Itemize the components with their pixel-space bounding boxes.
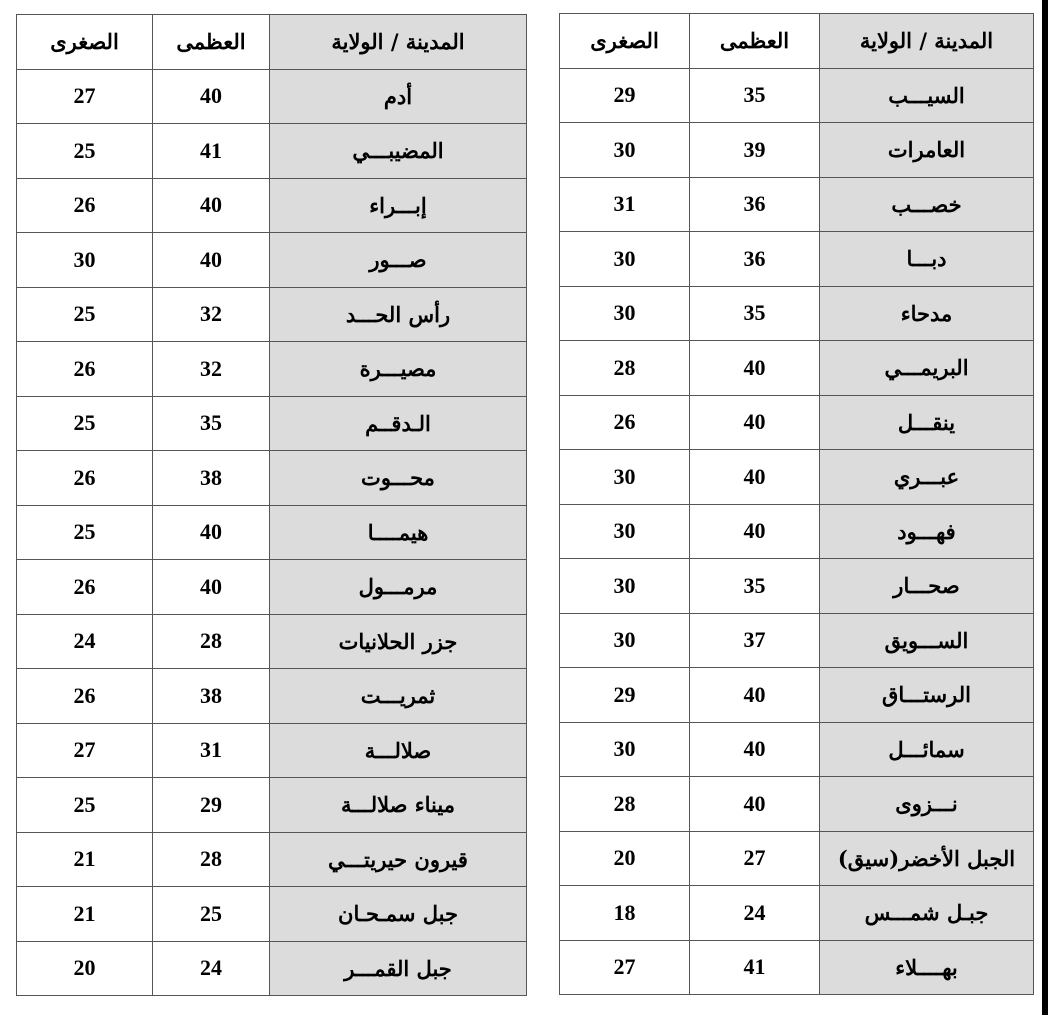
city-cell: بهــــلاء [820,940,1034,995]
table-left-header-row [17,15,527,70]
city-cell: ميناء صلالـــة [270,778,527,833]
max-temp-cell: 40 [690,777,820,832]
max-temp-cell: 35 [690,559,820,614]
city-cell: صحـــار [820,559,1034,614]
max-temp-cell: 40 [690,504,820,559]
city-cell: صلالـــة [270,723,527,778]
max-temp-cell: 27 [690,831,820,886]
max-temp-cell: 40 [153,233,270,288]
table-row [17,887,527,942]
min-temp-cell: 26 [17,178,153,233]
city-cell: دبـــا [820,232,1034,287]
temperature-table-right [559,13,1034,995]
min-temp-cell: 27 [17,723,153,778]
min-temp-cell: 21 [17,832,153,887]
max-temp-cell: 40 [153,178,270,233]
min-temp-cell: 25 [17,124,153,179]
min-temp-cell: 25 [17,287,153,342]
city-cell: المضيبـــي [270,124,527,179]
city-cell: جبل القمـــر [270,941,527,996]
max-temp-cell: 38 [153,451,270,506]
city-cell: قيرون حيريتـــي [270,832,527,887]
min-temp-cell: 28 [560,777,690,832]
city-cell: صـــور [270,233,527,288]
right-edge-bar [1042,0,1048,1015]
table-row [17,287,527,342]
max-temp-cell: 40 [690,395,820,450]
min-temp-cell: 25 [17,396,153,451]
city-cell: مصيـــرة [270,342,527,397]
city-cell: الجبل الأخضر(سيق) [820,831,1034,886]
city-cell: البريمـــي [820,341,1034,396]
table-row [17,669,527,724]
city-cell: ثمريـــت [270,669,527,724]
table-row [560,940,1034,995]
table-row [560,286,1034,341]
table-row [560,504,1034,559]
table-row [560,123,1034,178]
max-temp-cell: 31 [153,723,270,778]
city-cell: السيـــب [820,68,1034,123]
table-row [17,178,527,233]
table-row [17,124,527,179]
header-city: المدينة / الولاية [820,14,1034,69]
max-temp-cell: 41 [153,124,270,179]
header-max: العظمى [153,15,270,70]
max-temp-cell: 40 [153,505,270,560]
max-temp-cell: 36 [690,177,820,232]
city-cell: أدم [270,69,527,124]
city-cell: مدحاء [820,286,1034,341]
max-temp-cell: 35 [690,68,820,123]
max-temp-cell: 35 [153,396,270,451]
table-right-body [560,14,1034,995]
min-temp-cell: 25 [17,505,153,560]
table-row [560,613,1034,668]
table-row [560,395,1034,450]
city-cell: سمائـــل [820,722,1034,777]
min-temp-cell: 26 [17,560,153,615]
table-row [17,451,527,506]
city-cell: الســـويق [820,613,1034,668]
table-row [17,233,527,288]
min-temp-cell: 28 [560,341,690,396]
table-row [17,778,527,833]
table-row [560,177,1034,232]
header-min: الصغرى [17,15,153,70]
min-temp-cell: 30 [560,613,690,668]
header-city: المدينة / الولاية [270,15,527,70]
table-row [17,832,527,887]
city-cell: ينقـــل [820,395,1034,450]
max-temp-cell: 25 [153,887,270,942]
table-row [17,723,527,778]
city-cell: جبـل شمـــس [820,886,1034,941]
max-temp-cell: 39 [690,123,820,178]
min-temp-cell: 29 [560,68,690,123]
city-cell: الرستـــاق [820,668,1034,723]
city-cell: الـدقــم [270,396,527,451]
city-cell: العامرات [820,123,1034,178]
max-temp-cell: 41 [690,940,820,995]
table-row [17,941,527,996]
max-temp-cell: 36 [690,232,820,287]
table-row [560,831,1034,886]
min-temp-cell: 31 [560,177,690,232]
table-row [17,614,527,669]
max-temp-cell: 29 [153,778,270,833]
table-row [17,396,527,451]
table-row [17,342,527,397]
table-row [560,341,1034,396]
table-row [560,232,1034,287]
min-temp-cell: 30 [560,450,690,505]
city-cell: فهـــود [820,504,1034,559]
max-temp-cell: 24 [690,886,820,941]
table-right-header-row [560,14,1034,69]
table-row [560,559,1034,614]
min-temp-cell: 29 [560,668,690,723]
table-row [560,68,1034,123]
max-temp-cell: 40 [153,560,270,615]
table-row [560,450,1034,505]
min-temp-cell: 27 [560,940,690,995]
max-temp-cell: 32 [153,287,270,342]
city-cell: إبـــراء [270,178,527,233]
table-left-body [17,15,527,996]
city-cell: هيمــــا [270,505,527,560]
min-temp-cell: 20 [560,831,690,886]
min-temp-cell: 18 [560,886,690,941]
max-temp-cell: 24 [153,941,270,996]
max-temp-cell: 32 [153,342,270,397]
table-row [17,69,527,124]
header-min: الصغرى [560,14,690,69]
max-temp-cell: 37 [690,613,820,668]
city-cell: خصـــب [820,177,1034,232]
table-row [560,722,1034,777]
city-cell: محـــوت [270,451,527,506]
min-temp-cell: 21 [17,887,153,942]
min-temp-cell: 30 [560,722,690,777]
table-row [560,886,1034,941]
max-temp-cell: 28 [153,614,270,669]
city-cell: مرمـــول [270,560,527,615]
min-temp-cell: 20 [17,941,153,996]
city-cell: رأس الحـــد [270,287,527,342]
city-cell: جزر الحلانيات [270,614,527,669]
min-temp-cell: 26 [17,451,153,506]
header-max: العظمى [690,14,820,69]
max-temp-cell: 28 [153,832,270,887]
table-row [560,777,1034,832]
min-temp-cell: 30 [560,286,690,341]
min-temp-cell: 30 [560,123,690,178]
max-temp-cell: 40 [690,668,820,723]
min-temp-cell: 30 [560,504,690,559]
min-temp-cell: 26 [17,669,153,724]
city-cell: جبل سمـحـان [270,887,527,942]
city-cell: عبـــري [820,450,1034,505]
max-temp-cell: 40 [153,69,270,124]
temperature-table-left [16,14,527,996]
max-temp-cell: 40 [690,450,820,505]
table-row [17,505,527,560]
min-temp-cell: 30 [17,233,153,288]
max-temp-cell: 38 [153,669,270,724]
min-temp-cell: 30 [560,232,690,287]
max-temp-cell: 40 [690,722,820,777]
min-temp-cell: 26 [17,342,153,397]
city-cell: نـــزوى [820,777,1034,832]
min-temp-cell: 30 [560,559,690,614]
max-temp-cell: 35 [690,286,820,341]
min-temp-cell: 27 [17,69,153,124]
min-temp-cell: 24 [17,614,153,669]
min-temp-cell: 26 [560,395,690,450]
max-temp-cell: 40 [690,341,820,396]
table-row [17,560,527,615]
min-temp-cell: 25 [17,778,153,833]
table-row [560,668,1034,723]
